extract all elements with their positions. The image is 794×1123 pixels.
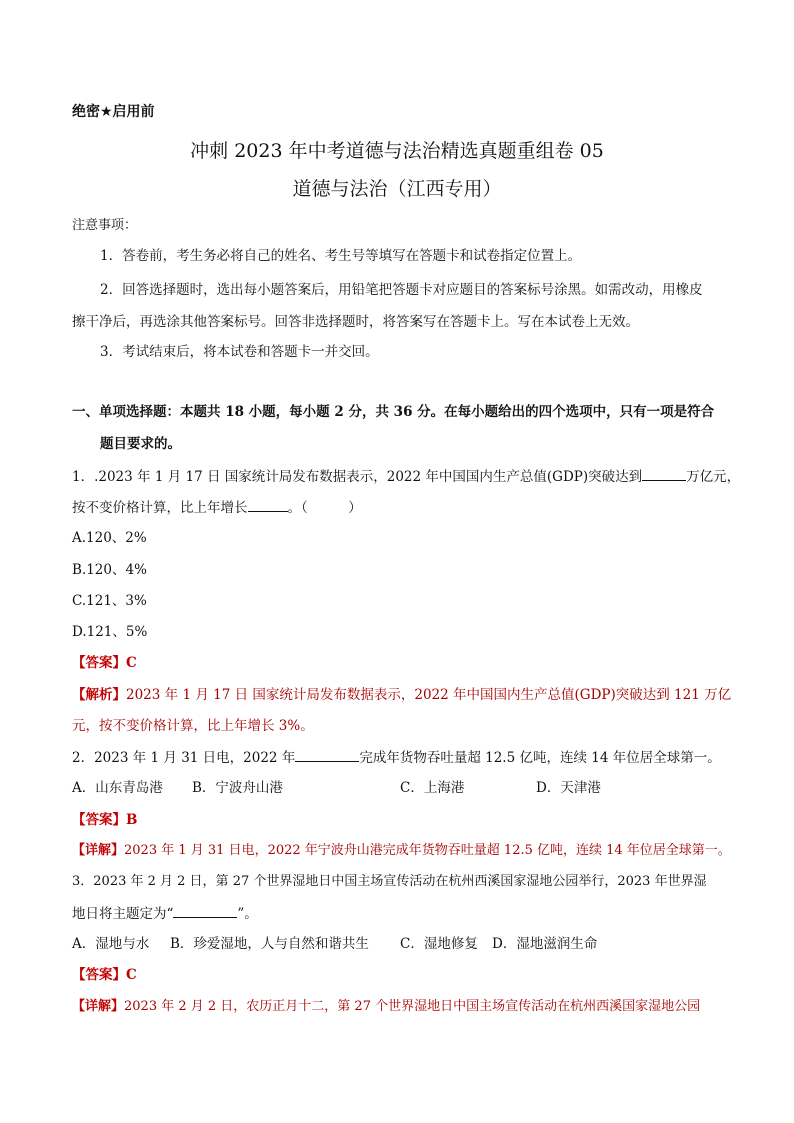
notice-heading: 注意事项： — [72, 218, 138, 233]
confidential-label: 绝密★启用前 — [72, 104, 155, 120]
section-heading-cont: 题目要求的。 — [100, 436, 181, 452]
question-2-text-b: 完成年货物吞吐量超 12.5 亿吨，连续 14 年位居全球第一。 — [359, 750, 721, 766]
question-1-option-a: A.120、2% — [72, 530, 147, 546]
question-3-line-1: 3．2023 年 2 月 2 日，第 27 个世界湿地日中国主场宣传活动在杭州西溪国家湿地公园举行，2023 年世界湿 — [72, 874, 707, 889]
exam-subtitle: 道德与法治（江西专用） — [292, 178, 502, 200]
question-2-text-a: 2．2023 年 1 月 31 日电，2022 年 — [72, 750, 296, 766]
notice-item-3: 3．考试结束后，将本试卷和答题卡一并交回。 — [100, 344, 379, 360]
question-1-analysis — [72, 685, 731, 705]
answer-blank — [295, 747, 359, 762]
question-2-detail — [72, 841, 731, 861]
question-1-text-a: 1．.2023 年 1 月 17 日 国家统计局发布数据表示，2022 年中国国内生产总值(GDP)突破达到 — [72, 469, 643, 485]
detail-tag: 【详解】 — [72, 999, 125, 1014]
question-1-option-d: D.121、5% — [72, 624, 148, 640]
question-3-option-c: C．湿地修复 — [400, 936, 478, 952]
detail-text: 2023 年 1 月 31 日电，2022 年宁波舟山港完成年货物吞吐量超 12.5 亿吨，连续 14 年位居全球第一。 — [124, 843, 731, 858]
question-3-text-a: 地日将主题定为“ — [72, 906, 174, 922]
question-3-detail — [72, 997, 700, 1017]
question-2-option-c: C．上海港 — [400, 780, 465, 796]
question-3-line-2 — [72, 903, 258, 924]
question-1-analysis-cont: 元，按不变价格计算，比上年增长 3%。 — [72, 718, 314, 734]
question-2-line-1 — [72, 747, 721, 768]
answer-blank — [173, 903, 237, 918]
analysis-text: 2023 年 1 月 17 日 国家统计局发布数据表示，2022 年中国国内生产总值(GDP)突破达到 121 万亿 — [126, 687, 732, 703]
detail-tag: 【详解】 — [72, 843, 125, 858]
answer-value: B — [126, 812, 138, 828]
analysis-tag: 【解析】 — [72, 687, 126, 703]
question-1-text-b: 万亿元， — [686, 469, 741, 485]
notice-item-1: 1．答卷前，考生务必将自己的姓名、考生号等填写在答题卡和试卷指定位置上。 — [100, 248, 582, 264]
answer-value: C — [126, 655, 137, 671]
question-1-line-1 — [72, 466, 740, 487]
question-3-option-a: A．湿地与水 — [72, 936, 150, 952]
notice-item-2-cont: 擦干净后，再选涂其他答案标号。回答非选择题时，将答案写在答题卡上。写在本试卷上无效。 — [72, 314, 639, 330]
question-3-text-b: ”。 — [237, 906, 258, 922]
answer-tag: 【答案】 — [72, 655, 126, 671]
question-1-text-c: 按不变价格计算，比上年增长 — [72, 500, 248, 516]
question-1-option-b: B.120、4% — [72, 562, 147, 578]
question-2-answer — [72, 810, 137, 830]
question-1-answer — [72, 653, 137, 673]
question-2-option-a: A．山东青岛港 — [72, 780, 163, 796]
section-heading: 一、单项选择题：本题共 18 小题，每小题 2 分，共 36 分。在每小题给出的四个选项中，只有一项是符合 — [72, 404, 715, 420]
answer-tag: 【答案】 — [72, 812, 126, 828]
detail-text: 2023 年 2 月 2 日，农历正月十二，第 27 个世界湿地日中国主场宣传活动在杭州西溪国家湿地公园 — [124, 999, 701, 1014]
question-2-option-d: D．天津港 — [536, 780, 601, 796]
question-1-option-c: C.121、3% — [72, 593, 147, 609]
notice-item-2: 2．回答选择题时，选出每小题答案后，用铅笔把答题卡对应题目的答案标号涂黑。如需改动，用橡皮 — [100, 282, 703, 298]
question-1-text-d: 。（ ） — [287, 500, 362, 516]
question-1-line-2 — [72, 497, 362, 518]
answer-blank — [642, 466, 686, 481]
answer-tag: 【答案】 — [72, 967, 126, 983]
question-3-answer — [72, 965, 137, 985]
answer-value: C — [126, 967, 137, 983]
answer-blank — [248, 497, 288, 512]
exam-title: 冲刺 2023 年中考道德与法治精选真题重组卷 05 — [190, 140, 604, 162]
question-3-option-b: B．珍爱湿地，人与自然和谐共生 — [170, 936, 369, 952]
question-3-option-d: D．湿地滋润生命 — [492, 936, 598, 952]
question-2-option-b: B．宁波舟山港 — [192, 780, 283, 796]
